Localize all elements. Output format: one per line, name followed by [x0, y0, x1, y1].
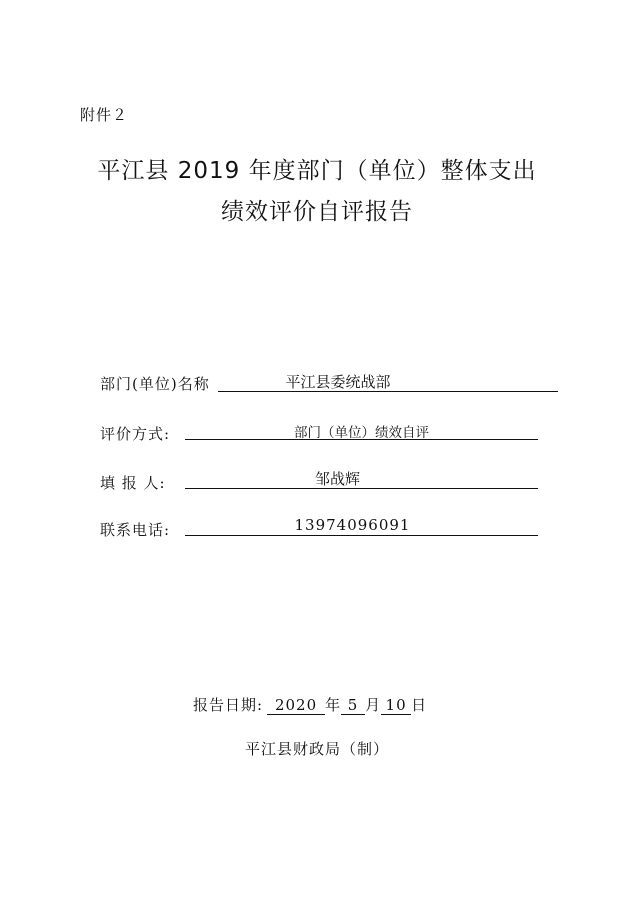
report-date-month-unit: 月: [365, 696, 382, 714]
report-date-day-unit: 日: [411, 696, 428, 714]
method-label: 评价方式:: [100, 425, 171, 443]
method-value: 部门（单位）绩效自评: [294, 425, 429, 441]
phone-value: 13974096091: [294, 516, 411, 534]
report-date: [193, 694, 427, 715]
report-date-month: 5: [341, 696, 365, 715]
report-date-year: 2020: [267, 696, 325, 715]
report-date-label: 报告日期:: [193, 696, 264, 714]
report-date-day: 10: [381, 696, 411, 715]
report-title-line2: 绩效评价自评报告: [221, 199, 413, 225]
filler-value: 邹战辉: [314, 470, 360, 488]
phone-label: 联系电话:: [100, 521, 171, 539]
report-title-line1: 平江县 2019 年度部门（单位）整体支出: [97, 158, 537, 184]
issuer-footer: 平江县财政局（制）: [244, 740, 389, 758]
attachment-label: 附件２: [80, 106, 129, 124]
department-label: 部门(单位)名称: [100, 375, 210, 393]
filler-label: 填 报 人:: [100, 474, 166, 492]
report-date-year-unit: 年: [325, 696, 342, 714]
department-value: 平江县委统战部: [285, 373, 391, 391]
